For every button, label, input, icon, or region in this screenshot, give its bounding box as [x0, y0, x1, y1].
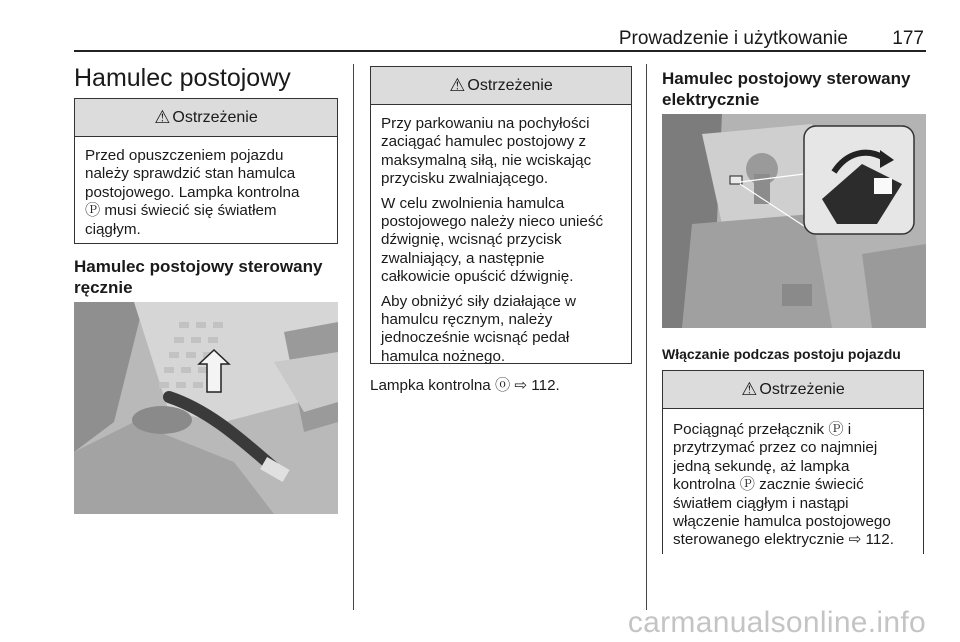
electric-brake-caption: Włączanie podczas postoju pojazdu — [662, 346, 901, 362]
column-rule-2 — [646, 64, 647, 610]
warning-paragraph: Przy parkowaniu na pochyłości zaciągać hamulec postojowy z maksymalną siłą, nie wciskając przycisku zwalniającego. — [381, 115, 592, 188]
warning-line: jedną sekundę, aż lampka — [673, 457, 850, 475]
warning-line: Ⓟ musi świecić się światłem — [85, 202, 277, 220]
warning-label: Ostrzeżenie — [172, 108, 258, 126]
warning-header — [75, 99, 337, 137]
warning-triangle-icon: ⚠ — [449, 75, 466, 95]
warning-line: postojowego. Lampka kontrolna — [85, 183, 300, 201]
warning-paragraph: Aby obniżyć siły działające w hamulcu ręcznym, należy jednocześnie wcisnąć pedał hamulca nożnego. — [381, 292, 576, 365]
warning-body — [371, 105, 631, 366]
warning-line: należy sprawdzić stan hamulca — [85, 165, 296, 183]
warning-line: Przed opuszczeniem pojazdu — [85, 147, 284, 164]
warning-line: ciągłym. — [85, 220, 141, 238]
warning-paragraph: W celu zwolnienia hamulca postojowego należy nieco unieść dźwignię, wcisnąć przycisk zwalniający, a następnie całkowicie opuścić dźwignię. — [381, 194, 604, 286]
electric-brake-illustration — [662, 114, 926, 328]
warning-label: Ostrzeżenie — [467, 76, 553, 94]
control-light-reference: Lampka kontrolna ⓞ ⇨ 112. — [370, 377, 560, 394]
electric-brake-photo — [662, 114, 926, 328]
warning-body — [75, 137, 337, 239]
manual-brake-photo — [74, 302, 338, 514]
manual-brake-heading: Hamulec postojowy sterowany ręcznie — [74, 257, 323, 297]
warning-header — [371, 67, 631, 105]
warning-line: włączenie hamulca postojowego — [673, 513, 891, 531]
watermark: carmanualsonline.info — [627, 606, 926, 639]
electric-brake-heading: Hamulec postojowy sterowany elektrycznie — [662, 69, 911, 109]
warning-line: przytrzymać przez co najmniej — [673, 439, 878, 457]
handbrake-illustration — [74, 302, 338, 514]
page-number: 177 — [892, 28, 924, 49]
warning-box-right — [662, 370, 924, 554]
warning-body — [663, 409, 923, 550]
warning-triangle-icon: ⚠ — [154, 107, 171, 127]
warning-line: Pociągnąć przełącznik Ⓟ i — [673, 421, 852, 438]
section-title: Hamulec postojowy — [74, 64, 291, 92]
warning-header — [663, 371, 923, 409]
warning-line: kontrolna Ⓟ zacznie świecić — [673, 476, 864, 494]
warning-box-middle — [370, 66, 632, 364]
header-rule — [74, 50, 926, 52]
warning-box-left — [74, 98, 338, 244]
running-header-title: Prowadzenie i użytkowanie — [618, 28, 848, 49]
warning-line: sterowanego elektrycznie ⇨ 112. — [673, 531, 894, 549]
warning-label: Ostrzeżenie — [759, 380, 845, 398]
warning-line: światłem ciągłym i nastąpi — [673, 494, 849, 512]
warning-triangle-icon: ⚠ — [741, 379, 758, 399]
column-rule-1 — [353, 64, 354, 610]
